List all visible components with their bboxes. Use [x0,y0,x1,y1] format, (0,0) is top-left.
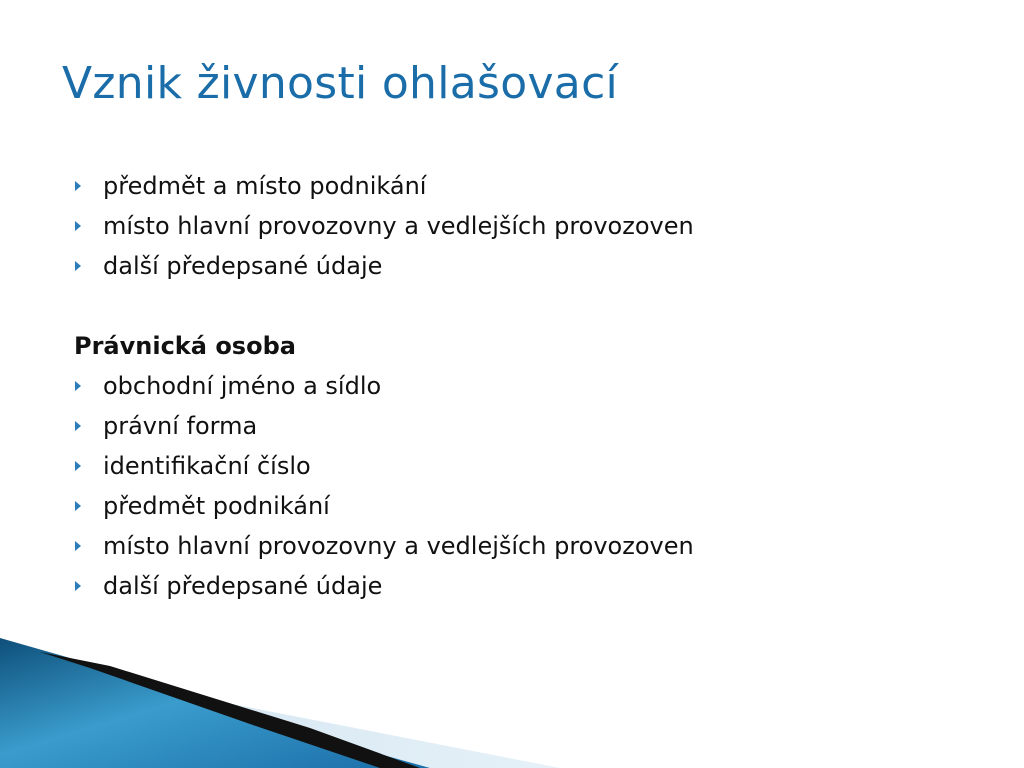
list-item-text: předmět a místo podnikání [103,172,427,200]
triangle-bullet-icon [75,181,81,191]
triangle-bullet-icon [75,461,81,471]
section-heading: Právnická osoba [74,332,296,360]
decorative-wave-shape [0,638,1024,768]
list-item [74,246,974,286]
list-item-text: místo hlavní provozovny a vedlejších provozoven [103,532,694,560]
list-item [74,486,974,526]
triangle-bullet-icon [75,581,81,591]
bullet-list-first [74,166,974,286]
list-item-text: identifikační číslo [103,452,311,480]
triangle-bullet-icon [75,501,81,511]
slide-content [74,166,974,606]
slide-title: Vznik živnosti ohlašovací [62,58,619,109]
bullet-list-second [74,366,974,606]
list-item-text: další předepsané údaje [103,252,383,280]
list-item [74,446,974,486]
list-item [74,406,974,446]
list-item [74,166,974,206]
list-item [74,526,974,566]
list-item [74,206,974,246]
list-item-text: právní forma [103,412,258,440]
triangle-bullet-icon [75,421,81,431]
triangle-bullet-icon [75,541,81,551]
list-item-text: další předepsané údaje [103,572,383,600]
paragraph-spacer [74,286,974,326]
list-item [74,366,974,406]
list-item-text: obchodní jméno a sídlo [103,372,382,400]
list-item [74,566,974,606]
triangle-bullet-icon [75,221,81,231]
list-item-text: předmět podnikání [103,492,330,520]
triangle-bullet-icon [75,381,81,391]
list-item-text: místo hlavní provozovny a vedlejších provozoven [103,212,694,240]
triangle-bullet-icon [75,261,81,271]
